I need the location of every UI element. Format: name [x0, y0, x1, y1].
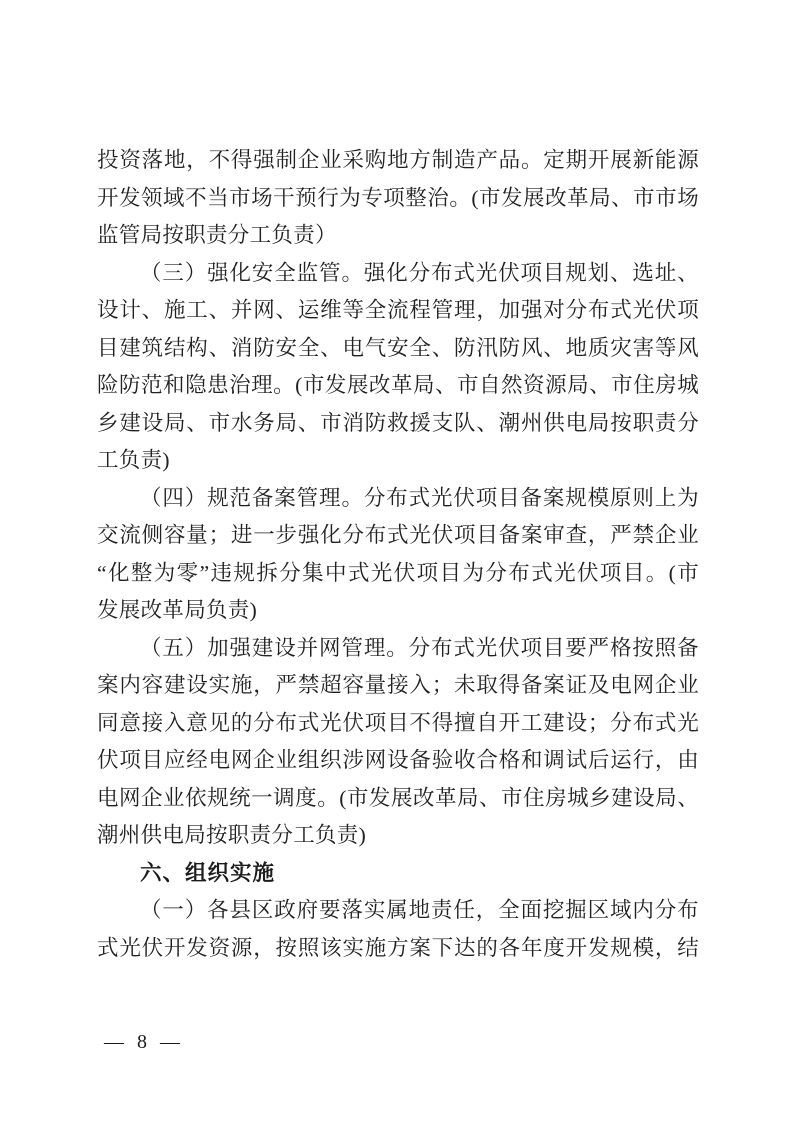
text-line: 交流侧容量；进一步强化分布式光伏项目备案审查，严禁企业	[97, 523, 699, 547]
text-line: 发展改革局负责)	[97, 598, 258, 622]
section-heading: 六、组织实施	[140, 860, 276, 885]
text-line: 伏项目应经电网企业组织涉网设备验收合格和调试后运行，由	[97, 748, 699, 772]
text-line: 设计、施工、并网、运维等全流程管理，加强对分布式光伏项	[97, 298, 699, 322]
text-line: 电网企业依规统一调度。(市发展改革局、市住房城乡建设局、	[97, 785, 699, 810]
text-line: 潮州供电局按职责分工负责)	[97, 823, 367, 847]
page-number: — 8 —	[104, 1031, 181, 1053]
text-line: 目建筑结构、消防安全、电气安全、防汛防风、地质灾害等风	[97, 335, 699, 360]
text-line: （五）加强建设并网管理。分布式光伏项目要严格按照备	[140, 635, 699, 660]
text-line: 同意接入意见的分布式光伏项目不得擅自开工建设；分布式光	[97, 710, 699, 735]
text-line: （三）强化安全监管。强化分布式光伏项目规划、选址、	[140, 260, 699, 285]
text-line: 案内容建设实施，严禁超容量接入；未取得备案证及电网企业	[97, 673, 699, 697]
text-line: （四）规范备案管理。分布式光伏项目备案规模原则上为	[140, 485, 699, 510]
text-line: 工负责)	[97, 448, 170, 472]
text-line: 式光伏开发资源，按照该实施方案下达的各年度开发规模，结	[97, 935, 699, 960]
text-line: 开发领域不当市场干预行为专项整治。(市发展改革局、市市场	[97, 185, 699, 210]
text-line: “化整为零”违规拆分集中式光伏项目为分布式光伏项目。(市	[97, 560, 699, 585]
text-line: 监管局按职责分工负责）	[97, 223, 337, 247]
text-line: 乡建设局、市水务局、市消防救援支队、潮州供电局按职责分	[97, 410, 699, 435]
text-line: 投资落地，不得强制企业采购地方制造产品。定期开展新能源	[97, 148, 699, 172]
text-body	[97, 142, 699, 967]
text-line: 险防范和隐患治理。(市发展改革局、市自然资源局、市住房城	[97, 373, 699, 397]
text-line: （一）各县区政府要落实属地责任，全面挖掘区域内分布	[140, 898, 699, 922]
